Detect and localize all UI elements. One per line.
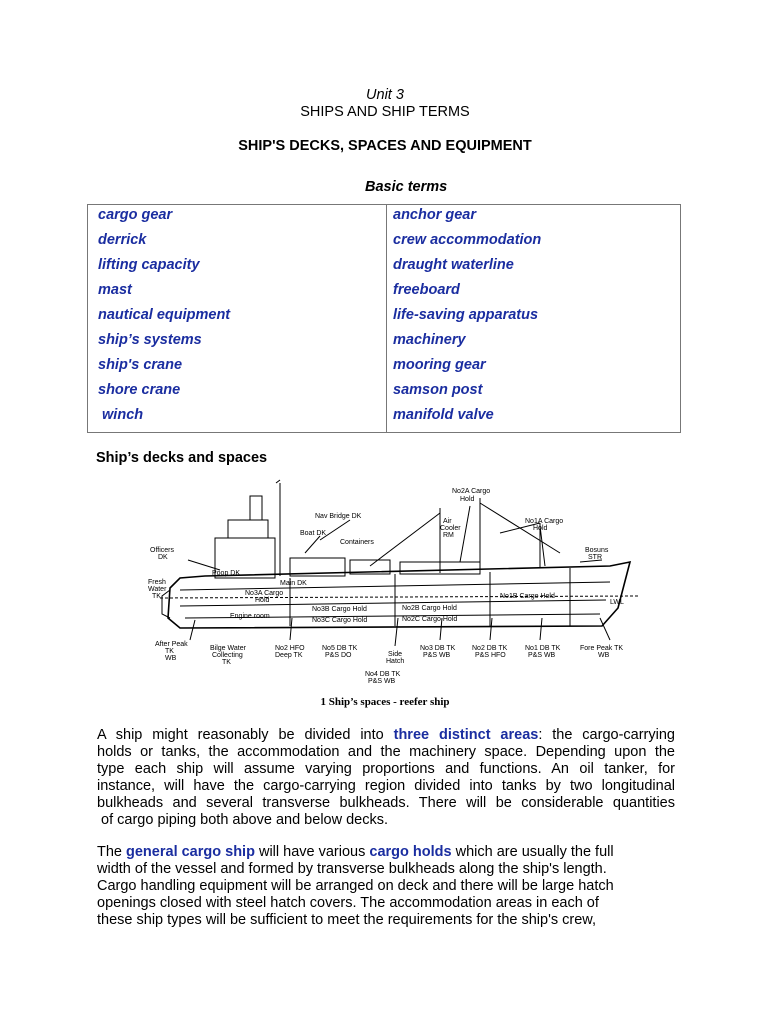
fig-label: Cooler (440, 525, 461, 532)
fig-label: After Peak (155, 641, 188, 648)
svg-text:RM (443, 532, 454, 539)
svg-text:No2B Cargo Hold (402, 605, 457, 612)
fig-label: No3A Cargo (245, 590, 284, 597)
svg-text:No1B Cargo Hold (500, 593, 555, 600)
fig-label: Collecting (212, 652, 243, 659)
fig-label: Engine room (230, 613, 270, 620)
paragraph-line: holds or tanks, the accommodation and the machinery space. Depending upon the (97, 744, 675, 760)
fig-label: Hold (255, 597, 270, 604)
fig-label: No2A Cargo (452, 488, 491, 495)
svg-text:No1 DB TK (525, 645, 561, 652)
svg-text:No1A Cargo (525, 518, 563, 525)
highlight-term: cargo holds (369, 844, 452, 860)
svg-text:LWL (610, 599, 624, 606)
highlight-term: three distinct areas (393, 727, 539, 743)
fig-label: Fresh (148, 579, 166, 586)
term-left: nautical equipment (98, 307, 231, 323)
fig-label: No4 DB TK (365, 671, 401, 678)
fig-label: Hatch (386, 658, 405, 665)
svg-text:No3C Cargo Hold (312, 617, 367, 624)
svg-text:Hold (460, 496, 475, 503)
fig-label: Deep TK (275, 652, 303, 659)
svg-text:No5 DB TK (322, 645, 358, 652)
text-run: A ship might reasonably be divided into (97, 727, 394, 743)
fig-label: Water (148, 586, 167, 593)
fig-label: Nav Bridge DK (315, 513, 362, 520)
text-run: The (97, 844, 127, 860)
svg-text:Collecting (212, 652, 243, 659)
svg-text:WB (598, 652, 610, 659)
basic-terms-heading: Basic terms (365, 179, 448, 195)
fig-label: P&S WB (423, 652, 451, 659)
fig-label: Fore Peak TK (580, 645, 624, 652)
svg-text:P&S HFO (475, 652, 506, 659)
fig-label: No1 DB TK (525, 645, 561, 652)
fig-label: No3 DB TK (420, 645, 456, 652)
term-left: mast (98, 282, 132, 298)
svg-text:Air (443, 518, 452, 525)
term-left: lifting capacity (98, 257, 200, 273)
fig-label: WB (165, 655, 177, 662)
ship-diagram (140, 478, 640, 688)
fig-label: P&S WB (528, 652, 556, 659)
svg-text:WB (165, 655, 177, 662)
fig-label: No2C Cargo Hold (402, 616, 458, 623)
svg-text:TK (152, 593, 161, 600)
svg-text:No2C Cargo Hold (402, 616, 457, 623)
svg-text:Deep TK (275, 652, 303, 659)
term-right: life-saving apparatus (393, 307, 539, 323)
svg-text:After Peak (155, 641, 188, 648)
paragraph-line (97, 727, 675, 744)
svg-text:Containers (340, 539, 374, 546)
term-left: cargo gear (98, 207, 173, 223)
svg-text:Main DK (280, 580, 307, 587)
paragraph-1 (97, 727, 675, 829)
ship-hull (160, 480, 638, 646)
fig-label: No2 HFO (275, 645, 305, 652)
fig-label: P&S WB (368, 678, 396, 685)
fig-label: Main DK (280, 580, 307, 587)
paragraph-line: of cargo piping both above and below decks. (97, 812, 389, 828)
term-left: ship’s systems (98, 332, 202, 348)
svg-text:P&S WB (368, 678, 396, 685)
svg-text:Cooler (440, 525, 461, 532)
svg-text:Hold (255, 597, 270, 604)
svg-text:Bosuns (585, 547, 609, 554)
fig-label: P&S HFO (475, 652, 506, 659)
svg-text:Hatch (386, 658, 404, 665)
svg-text:DK (158, 554, 168, 561)
paragraph-line (97, 844, 675, 861)
svg-text:No2 DB TK (472, 645, 508, 652)
paragraph-line: instance, will have the cargo-carrying region divided into tanks by two longitudinal (97, 778, 675, 794)
fig-label: Hold (460, 496, 475, 503)
section-title: Ship’s decks and spaces (96, 450, 268, 466)
svg-text:Nav Bridge DK (315, 513, 362, 520)
svg-text:P&S WB (528, 652, 556, 659)
unit-label: Unit 3 (366, 87, 404, 103)
fig-label: Side (388, 651, 403, 658)
fig-label: Containers (340, 539, 374, 546)
term-right: machinery (393, 332, 466, 348)
fig-label: TK (152, 593, 161, 600)
svg-text:Engine room (230, 613, 270, 620)
svg-text:Bilge Water (210, 645, 247, 652)
fig-label: TK (222, 659, 231, 666)
paragraph-line: openings closed with steel hatch covers. The accommodation areas in each of (97, 895, 599, 911)
fig-label: TK (165, 648, 174, 655)
svg-text:No2A Cargo (452, 488, 490, 495)
svg-text:Fore Peak TK (580, 645, 623, 652)
fig-label: No3C Cargo Hold (312, 617, 368, 624)
fig-label: No5 DB TK (322, 645, 358, 652)
fig-label: STR (588, 554, 602, 561)
fig-label: Officers (150, 547, 174, 554)
svg-text:P&S DO (325, 652, 352, 659)
svg-text:P&S WB (423, 652, 451, 659)
fig-label: DK (158, 554, 168, 561)
fig-label: No2B Cargo Hold (402, 605, 457, 612)
fig-label: No3B Cargo Hold (312, 606, 367, 613)
term-right: crew accommodation (393, 232, 542, 248)
fig-label: No2 DB TK (472, 645, 508, 652)
term-left: derrick (98, 232, 147, 248)
page-title: SHIPS AND SHIP TERMS (300, 104, 470, 120)
fig-label: WB (598, 652, 610, 659)
svg-text:Side (388, 651, 402, 658)
svg-text:Hold (533, 525, 548, 532)
text-run: which are usually the full (451, 844, 614, 860)
table-divider (386, 205, 387, 432)
svg-text:No3B Cargo Hold (312, 606, 367, 613)
fig-label: Hold (533, 525, 548, 532)
text-run: will have various (254, 844, 370, 860)
term-right: manifold valve (393, 407, 494, 423)
term-left: winch (98, 407, 144, 423)
term-left: ship's crane (98, 357, 183, 373)
fig-label: LWL (610, 599, 624, 606)
page-subtitle: SHIP'S DECKS, SPACES AND EQUIPMENT (238, 138, 532, 154)
svg-text:No3 DB TK (420, 645, 456, 652)
fig-label: Bilge Water (210, 645, 246, 652)
svg-text:No3A Cargo (245, 590, 283, 597)
svg-text:No2 HFO (275, 645, 305, 652)
fig-label: Boat DK (300, 530, 327, 537)
fig-label: Poop DK (212, 570, 241, 577)
fig-label: P&S DO (325, 652, 352, 659)
term-right: anchor gear (393, 207, 476, 223)
basic-terms-table (87, 204, 681, 433)
svg-text:Fresh (148, 579, 166, 586)
text-run: : the cargo-carrying (538, 727, 675, 743)
svg-text:TK (222, 659, 231, 666)
fig-label: No1B Cargo Hold (500, 593, 555, 600)
term-right: freeboard (393, 282, 460, 298)
paragraph-line: type each ship will assume varying proportions and functions. An oil tanker, for (97, 761, 675, 777)
term-right: samson post (393, 382, 483, 398)
fig-label: No1A Cargo (525, 518, 564, 525)
svg-text:Officers (150, 547, 174, 554)
figure-caption: 1 Ship’s spaces - reefer ship (320, 696, 450, 708)
svg-text:TK (165, 648, 174, 655)
term-right: draught waterline (393, 257, 514, 273)
term-left: shore crane (98, 382, 181, 398)
paragraph-line: width of the vessel and formed by transverse bulkheads along the ship's length. (97, 861, 607, 877)
svg-text:No4 DB TK (365, 671, 401, 678)
highlight-term: general cargo ship (126, 844, 255, 860)
svg-text:Boat DK (300, 530, 326, 537)
fig-label: Air (443, 518, 452, 525)
paragraph-2 (97, 844, 675, 929)
paragraph-line: bulkheads and several transverse bulkheads. There will be considerable quantities (97, 795, 675, 811)
fig-label: Bosuns (585, 547, 609, 554)
paragraph-line: Cargo handling equipment will be arranged on deck and there will be large hatch (97, 878, 614, 894)
fig-label: RM (443, 532, 454, 539)
svg-text:Water (148, 586, 167, 593)
svg-text:STR (588, 554, 602, 561)
term-right: mooring gear (393, 357, 486, 373)
paragraph-line: these ship types will be sufficient to meet the requirements for the ship's crew, (97, 912, 596, 928)
svg-text:Poop DK (212, 570, 240, 577)
